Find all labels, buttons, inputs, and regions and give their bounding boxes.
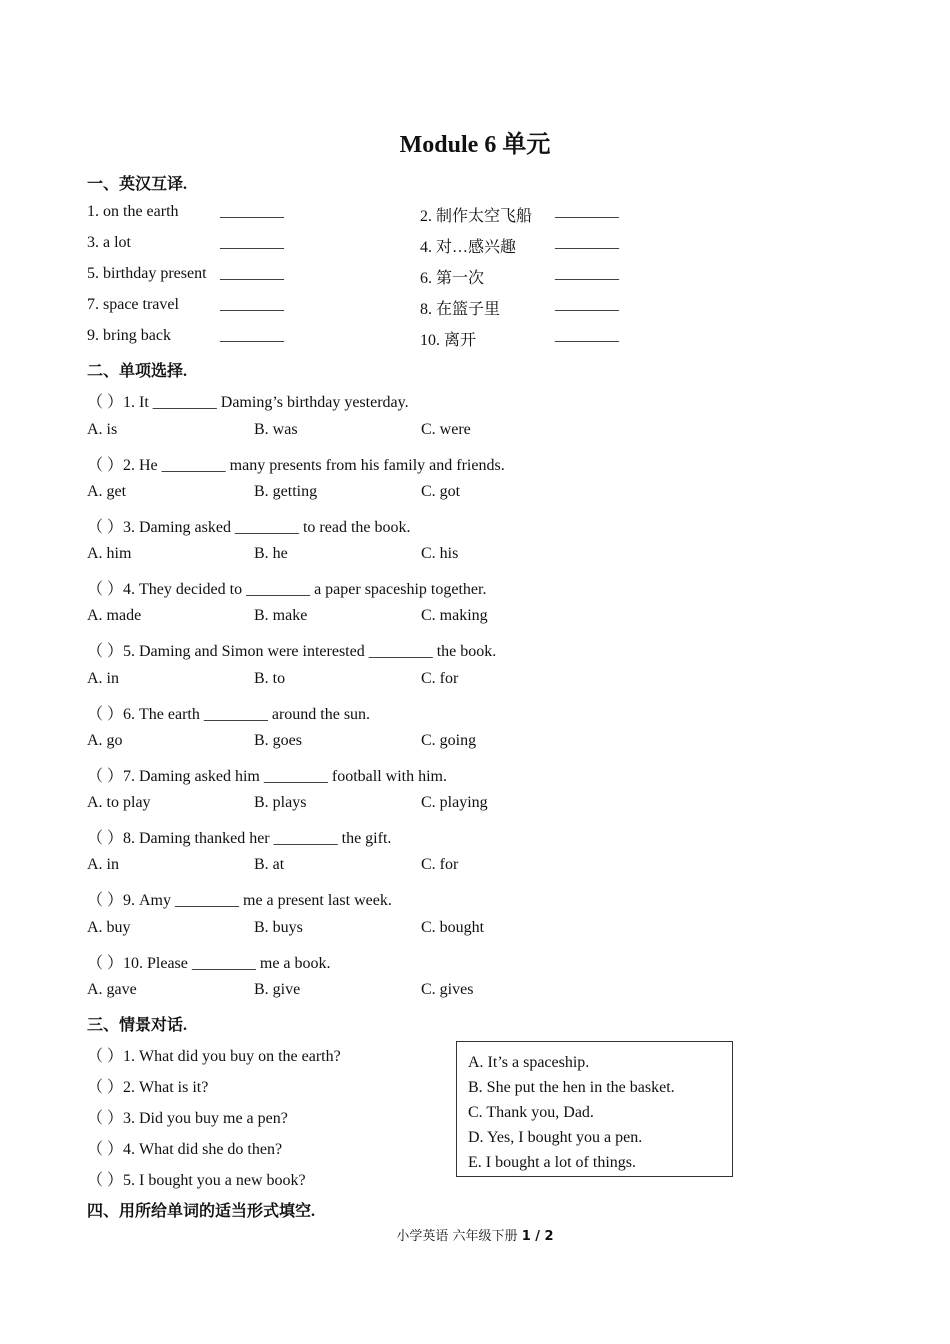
option-b: B. at bbox=[254, 856, 285, 873]
answer-option: C. Thank you, Dad. bbox=[468, 1104, 594, 1121]
option-a: A. gave bbox=[87, 981, 137, 998]
section1-heading: 一、英汉互译. bbox=[87, 176, 188, 193]
option-a: A. to play bbox=[87, 794, 151, 811]
question: （ ）10. Please ________ me a book. bbox=[87, 955, 331, 972]
section4-heading: 四、用所给单词的适当形式填空. bbox=[87, 1203, 316, 1220]
translate-blank: ________ bbox=[220, 296, 284, 313]
dialogue-question: （ ）1. What did you buy on the earth? bbox=[87, 1048, 341, 1065]
page-title: Module 6 单元 bbox=[399, 132, 551, 158]
question: （ ）9. Amy ________ me a present last week. bbox=[87, 892, 392, 909]
option-b: B. give bbox=[254, 981, 301, 998]
option-a: A. made bbox=[87, 607, 142, 624]
option-b: B. he bbox=[254, 545, 288, 562]
option-c: C. bought bbox=[421, 919, 485, 936]
section2-heading: 二、单项选择. bbox=[87, 363, 188, 380]
option-b: B. plays bbox=[254, 794, 307, 811]
translate-blank: ________ bbox=[220, 203, 284, 220]
translate-item: 3. a lot bbox=[87, 234, 131, 251]
option-b: B. to bbox=[254, 670, 286, 687]
translate-blank: ________ bbox=[555, 327, 619, 344]
option-a: A. get bbox=[87, 483, 127, 500]
option-c: C. got bbox=[421, 483, 461, 500]
option-a: A. in bbox=[87, 856, 119, 873]
dialogue-question: （ ）3. Did you buy me a pen? bbox=[87, 1110, 288, 1127]
translate-item: 1. on the earth bbox=[87, 203, 179, 220]
translate-item: 7. space travel bbox=[87, 296, 179, 313]
translate-item: 8. 在篮子里 bbox=[420, 301, 501, 318]
translate-item: 9. bring back bbox=[87, 327, 171, 344]
translate-item: 2. 制作太空飞船 bbox=[420, 208, 533, 225]
question: （ ）8. Daming thanked her ________ the gift. bbox=[87, 830, 392, 847]
translate-blank: ________ bbox=[555, 234, 619, 251]
question: （ ）4. They decided to ________ a paper spaceship together. bbox=[87, 581, 487, 598]
option-b: B. goes bbox=[254, 732, 302, 749]
option-c: C. gives bbox=[421, 981, 474, 998]
page-footer bbox=[0, 1225, 950, 1244]
option-b: B. getting bbox=[254, 483, 318, 500]
option-b: B. buys bbox=[254, 919, 303, 936]
option-a: A. go bbox=[87, 732, 123, 749]
dialogue-question: （ ）2. What is it? bbox=[87, 1079, 209, 1096]
option-c: C. playing bbox=[421, 794, 488, 811]
translate-blank: ________ bbox=[220, 265, 284, 282]
option-b: B. make bbox=[254, 607, 308, 624]
translate-blank: ________ bbox=[555, 265, 619, 282]
translate-item: 10. 离开 bbox=[420, 332, 477, 349]
translate-item: 5. birthday present bbox=[87, 265, 207, 282]
question: （ ）7. Daming asked him ________ football with him. bbox=[87, 768, 447, 785]
option-c: C. for bbox=[421, 856, 459, 873]
option-b: B. was bbox=[254, 421, 298, 438]
option-a: A. in bbox=[87, 670, 119, 687]
translate-blank: ________ bbox=[220, 234, 284, 251]
option-c: C. going bbox=[421, 732, 477, 749]
question: （ ）3. Daming asked ________ to read the book. bbox=[87, 519, 411, 536]
question: （ ）6. The earth ________ around the sun. bbox=[87, 706, 371, 723]
option-a: A. is bbox=[87, 421, 118, 438]
section3-heading: 三、情景对话. bbox=[87, 1017, 188, 1034]
option-a: A. him bbox=[87, 545, 132, 562]
answer-option: A. It’s a spaceship. bbox=[468, 1054, 590, 1071]
page-number: 1 / 2 bbox=[521, 1229, 554, 1244]
translate-item: 6. 第一次 bbox=[420, 270, 485, 287]
dialogue-question: （ ）5. I bought you a new book? bbox=[87, 1172, 306, 1189]
question: （ ）5. Daming and Simon were interested ________ the book. bbox=[87, 643, 497, 660]
option-c: C. his bbox=[421, 545, 459, 562]
option-c: C. were bbox=[421, 421, 471, 438]
translate-item: 4. 对…感兴趣 bbox=[420, 239, 517, 256]
question: （ ）1. It ________ Daming’s birthday yesterday. bbox=[87, 394, 409, 411]
answer-option: D. Yes, I bought you a pen. bbox=[468, 1129, 643, 1146]
answer-options-box bbox=[456, 1041, 733, 1177]
answer-option: E. I bought a lot of things. bbox=[468, 1154, 636, 1171]
footer-text: 小学英语 六年级下册 bbox=[396, 1229, 522, 1244]
translate-blank: ________ bbox=[555, 296, 619, 313]
option-a: A. buy bbox=[87, 919, 131, 936]
answer-option: B. She put the hen in the basket. bbox=[468, 1079, 675, 1096]
translate-blank: ________ bbox=[555, 203, 619, 220]
translate-blank: ________ bbox=[220, 327, 284, 344]
question: （ ）2. He ________ many presents from his family and friends. bbox=[87, 457, 505, 474]
option-c: C. making bbox=[421, 607, 488, 624]
option-c: C. for bbox=[421, 670, 459, 687]
dialogue-question: （ ）4. What did she do then? bbox=[87, 1141, 283, 1158]
